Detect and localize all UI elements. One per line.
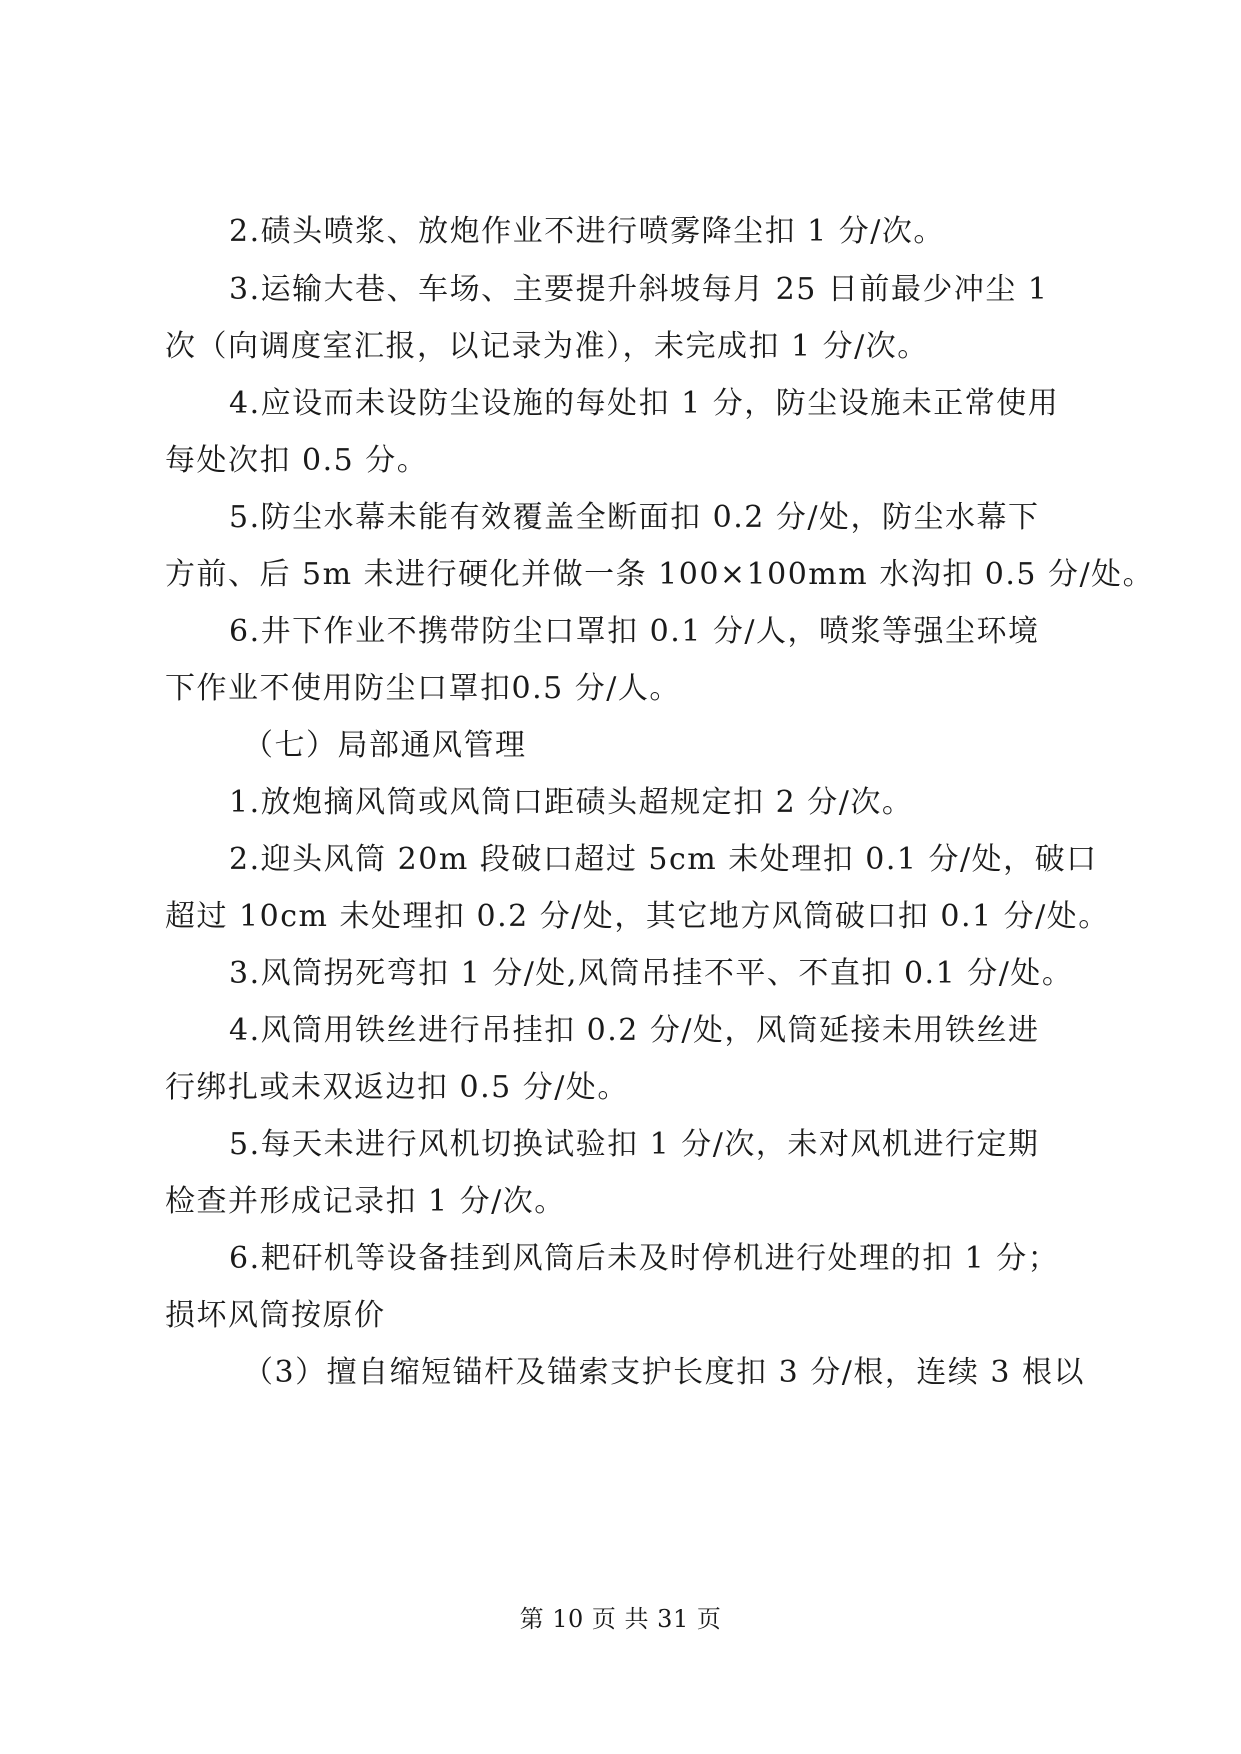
paragraph-line: 每处次扣 0.5 分。 — [165, 443, 429, 478]
paragraph-line: 6.耙矸机等设备挂到风筒后未及时停机进行处理的扣 1 分； — [229, 1241, 1060, 1276]
paragraph-line: 4.应设而未设防尘设施的每处扣 1 分，防尘设施未正常使用 — [229, 386, 1060, 421]
paragraph-line: 损坏风筒按原价 — [165, 1298, 386, 1333]
paragraph-line: 2.碛头喷浆、放炮作业不进行喷雾降尘扣 1 分/次。 — [229, 214, 945, 249]
paragraph-line: 4.风筒用铁丝进行吊挂扣 0.2 分/处，风筒延接未用铁丝进 — [229, 1013, 1040, 1048]
paragraph-line: 2.迎头风筒 20m 段破口超过 5cm 未处理扣 0.1 分/处，破口 — [229, 842, 1098, 877]
paragraph-line: 6.井下作业不携带防尘口罩扣 0.1 分/人，喷浆等强尘环境 — [229, 614, 1040, 649]
paragraph-line: 次（向调度室汇报，以记录为准），未完成扣 1 分/次。 — [165, 329, 929, 364]
paragraph-line: 方前、后 5m 未进行硬化并做一条 100×100mm 水沟扣 0.5 分/处。 — [165, 557, 1155, 592]
paragraph-line: 5.防尘水幕未能有效覆盖全断面扣 0.2 分/处，防尘水幕下 — [229, 500, 1040, 535]
paragraph-line: （3）擅自缩短锚杆及锚索支护长度扣 3 分/根，连续 3 根以 — [243, 1355, 1086, 1390]
page-number-footer: 第 10 页 共 31 页 — [519, 1605, 722, 1633]
paragraph-line: 超过 10cm 未处理扣 0.2 分/处，其它地方风筒破口扣 0.1 分/处。 — [165, 899, 1110, 934]
paragraph-line: 5.每天未进行风机切换试验扣 1 分/次，未对风机进行定期 — [229, 1127, 1040, 1162]
paragraph-line: 检查并形成记录扣 1 分/次。 — [165, 1184, 566, 1219]
section-heading: （七）局部通风管理 — [243, 728, 527, 763]
paragraph-line: 1.放炮摘风筒或风筒口距碛头超规定扣 2 分/次。 — [229, 785, 914, 820]
paragraph-line: 下作业不使用防尘口罩扣0.5 分/人。 — [165, 671, 681, 706]
paragraph-line: 3.运输大巷、车场、主要提升斜坡每月 25 日前最少冲尘 1 — [229, 272, 1049, 307]
paragraph-line: 3.风筒拐死弯扣 1 分/处,风筒吊挂不平、不直扣 0.1 分/处。 — [229, 956, 1074, 991]
paragraph-line: 行绑扎或未双返边扣 0.5 分/处。 — [165, 1070, 629, 1105]
